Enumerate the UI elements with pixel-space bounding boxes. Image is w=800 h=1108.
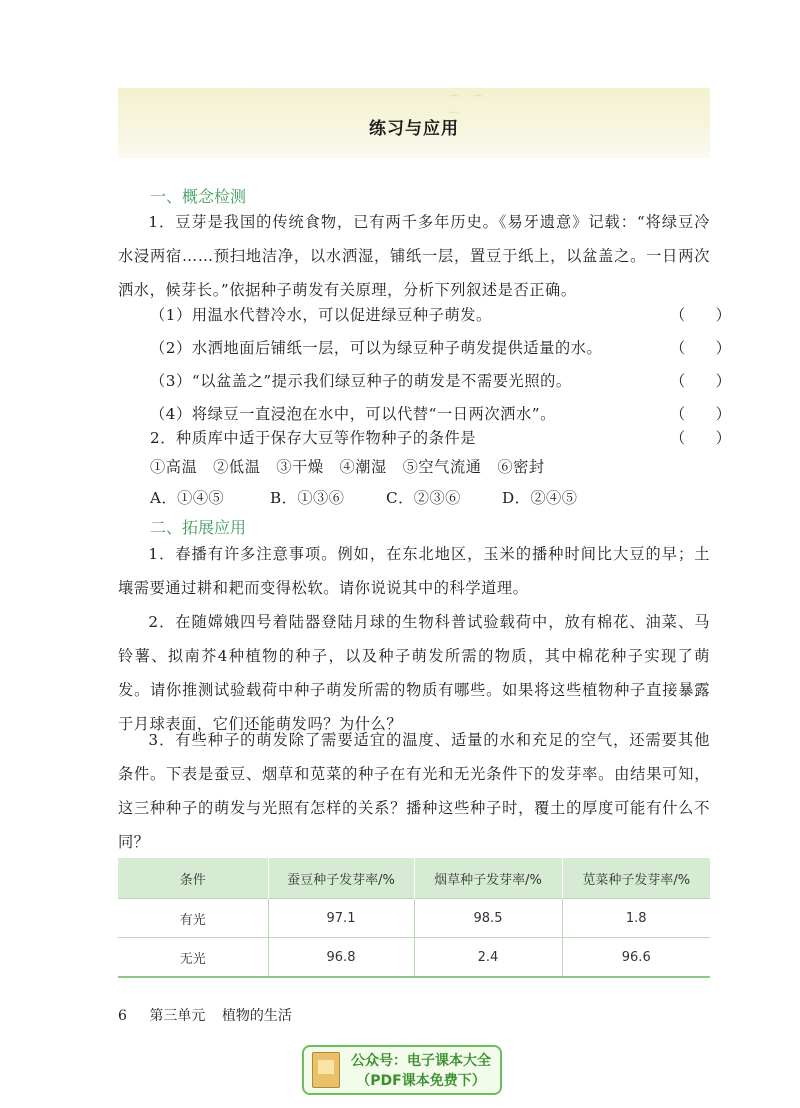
extended-question-1: 1．春播有许多注意事项。例如，在东北地区，玉米的播种时间比大豆的早；土壤需要通过耕和耙而变得松软。请你说说其中的科学道理。: [118, 545, 710, 597]
extended-question-3: 3．有些种子的萌发除了需要适宜的温度、适量的水和充足的空气，还需要其他条件。下表是蚕豆、烟草和苋菜的种子在有光和无光条件下的发芽率。由结果可知，这三种种子的萌发与光照有怎样的关系？播种这些种子时，覆土的厚度可能有什么不同？: [118, 731, 710, 851]
section-heading-concept-check: 一、概念检测: [150, 187, 247, 206]
cell-amaranth: 96.6: [562, 938, 710, 978]
answer-blank-3[interactable]: （ ）: [670, 372, 731, 390]
cell-tobacco: 2.4: [414, 938, 562, 978]
header-tobacco: 烟草种子发芽率/%: [414, 858, 562, 899]
option-c[interactable]: C．②③⑥: [386, 489, 461, 507]
cell-amaranth: 1.8: [562, 899, 710, 938]
question-1-text: 1．豆芽是我国的传统食物，已有两千多年历史。《易牙遗意》记载：“将绿豆冷水浸两宿……预扫地洁净，以水洒湿，铺纸一层，置豆于纸上，以盆盖之。一日两次洒水，候芽长。”依据种子萌发有关原理，分析下列叙述是否正确。: [118, 213, 710, 299]
statement-1: （1）用温水代替冷水，可以促进绿豆种子萌发。: [150, 306, 492, 324]
statement-4: （4）将绿豆一直浸泡在水中，可以代替“一日两次洒水”。: [150, 405, 556, 423]
cell-broad-bean: 96.8: [268, 938, 414, 978]
page-title: 练习与应用: [369, 119, 459, 139]
option-a[interactable]: A．①④⑤: [150, 489, 225, 507]
chapter-label: 植物的生活: [221, 1008, 292, 1024]
question-2-conditions: ①高温 ②低温 ③干燥 ④潮湿 ⑤空气流通 ⑥密封: [150, 458, 545, 476]
question-2-text: 2．种质库中适于保存大豆等作物种子的条件是: [150, 429, 477, 447]
cell-condition: 有光: [118, 899, 268, 938]
watermark-badge: [302, 1045, 502, 1095]
germination-rate-table: [118, 858, 710, 978]
book-icon: [312, 1052, 340, 1088]
answer-blank-1[interactable]: （ ）: [670, 306, 731, 324]
statement-2: （2）水洒地面后铺纸一层，可以为绿豆种子萌发提供适量的水。: [150, 339, 603, 357]
cell-tobacco: 98.5: [414, 899, 562, 938]
banner-decoration: ⌒ ⌒ ⌒: [448, 94, 488, 125]
cell-broad-bean: 97.1: [268, 899, 414, 938]
section-heading-extended-application: 二、拓展应用: [150, 518, 247, 537]
header-condition: 条件: [118, 858, 268, 899]
watermark-line-2: （PDF课本免费下）: [356, 1073, 486, 1089]
header-amaranth: 苋菜种子发芽率/%: [562, 858, 710, 899]
statement-3: （3）“以盆盖之”提示我们绿豆种子的萌发是不需要光照的。: [150, 372, 572, 390]
table-row: [118, 899, 710, 938]
table-header-row: [118, 858, 710, 899]
table-row: [118, 938, 710, 978]
page-number: 6: [118, 1008, 127, 1024]
extended-question-2: 2．在随嫦娥四号着陆器登陆月球的生物科普试验载荷中，放有棉花、油菜、马铃薯、拟南芥4种植物的种子，以及种子萌发所需的物质，其中棉花种子实现了萌发。请你推测试验载荷中种子萌发所需的物质有哪些。如果将这些植物种子直接暴露于月球表面，它们还能萌发吗？为什么？: [118, 613, 710, 733]
page-footer: [118, 1005, 292, 1025]
answer-blank-4[interactable]: （ ）: [670, 405, 731, 423]
watermark-line-1: 公众号：电子课本大全: [351, 1053, 491, 1069]
answer-blank-q2[interactable]: （ ）: [670, 429, 731, 447]
cell-condition: 无光: [118, 938, 268, 978]
option-d[interactable]: D．②④⑤: [502, 489, 578, 507]
header-broad-bean: 蚕豆种子发芽率/%: [268, 858, 414, 899]
option-b[interactable]: B．①③⑥: [270, 489, 345, 507]
unit-label: 第三单元: [149, 1008, 206, 1024]
answer-blank-2[interactable]: （ ）: [670, 339, 731, 357]
